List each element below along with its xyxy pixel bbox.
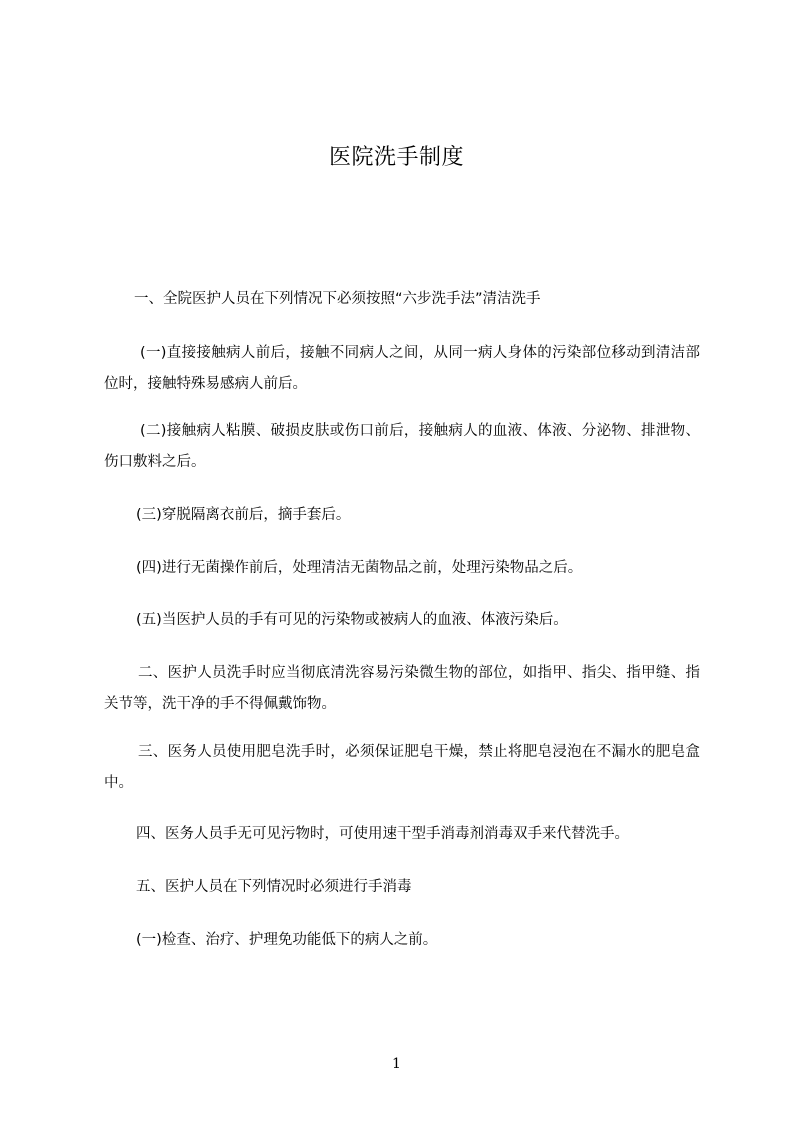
section-5-heading: 五、医护人员在下列情况时必须进行手消毒 <box>136 879 412 895</box>
section-1-item-3: (三)穿脱隔离衣前后，摘手套后。 <box>136 507 351 523</box>
section-1-heading: 一、全院医护人员在下列情况下必须按照“六步洗手法”清洁洗手 <box>134 291 541 307</box>
section-1-item-2: (二)接触病人粘膜、破损皮肤或伤口前后，接触病人的血液、体液、分泌物、排泄物、伤口敷料之后。 <box>104 423 700 470</box>
section-3-paragraph: 三、医务人员使用肥皂洗手时，必须保证肥皂干燥，禁止将肥皂浸泡在不漏水的肥皂盒中。 <box>104 744 700 791</box>
section-5-item-1: (一)检查、治疗、护理免功能低下的病人之前。 <box>136 932 438 948</box>
section-2-paragraph: 二、医护人员洗手时应当彻底清洗容易污染微生物的部位，如指甲、指尖、指甲缝、指关节等，洗干净的手不得佩戴饰物。 <box>104 665 700 712</box>
section-4-paragraph: 四、医务人员手无可见污物时，可使用速干型手消毒剂消毒双手来代替洗手。 <box>136 826 629 842</box>
section-1-item-5: (五)当医护人员的手有可见的污染物或被病人的血液、体液污染后。 <box>136 612 568 628</box>
document-title: 医院洗手制度 <box>328 145 464 170</box>
section-1-item-4: (四)进行无菌操作前后，处理清洁无菌物品之前，处理污染物品之后。 <box>136 560 583 576</box>
page-number: 1 <box>392 1056 401 1072</box>
section-1-item-1: (一)直接接触病人前后，接触不同病人之间，从同一病人身体的污染部位移动到清洁部位时，接触特殊易感病人前后。 <box>104 345 700 392</box>
